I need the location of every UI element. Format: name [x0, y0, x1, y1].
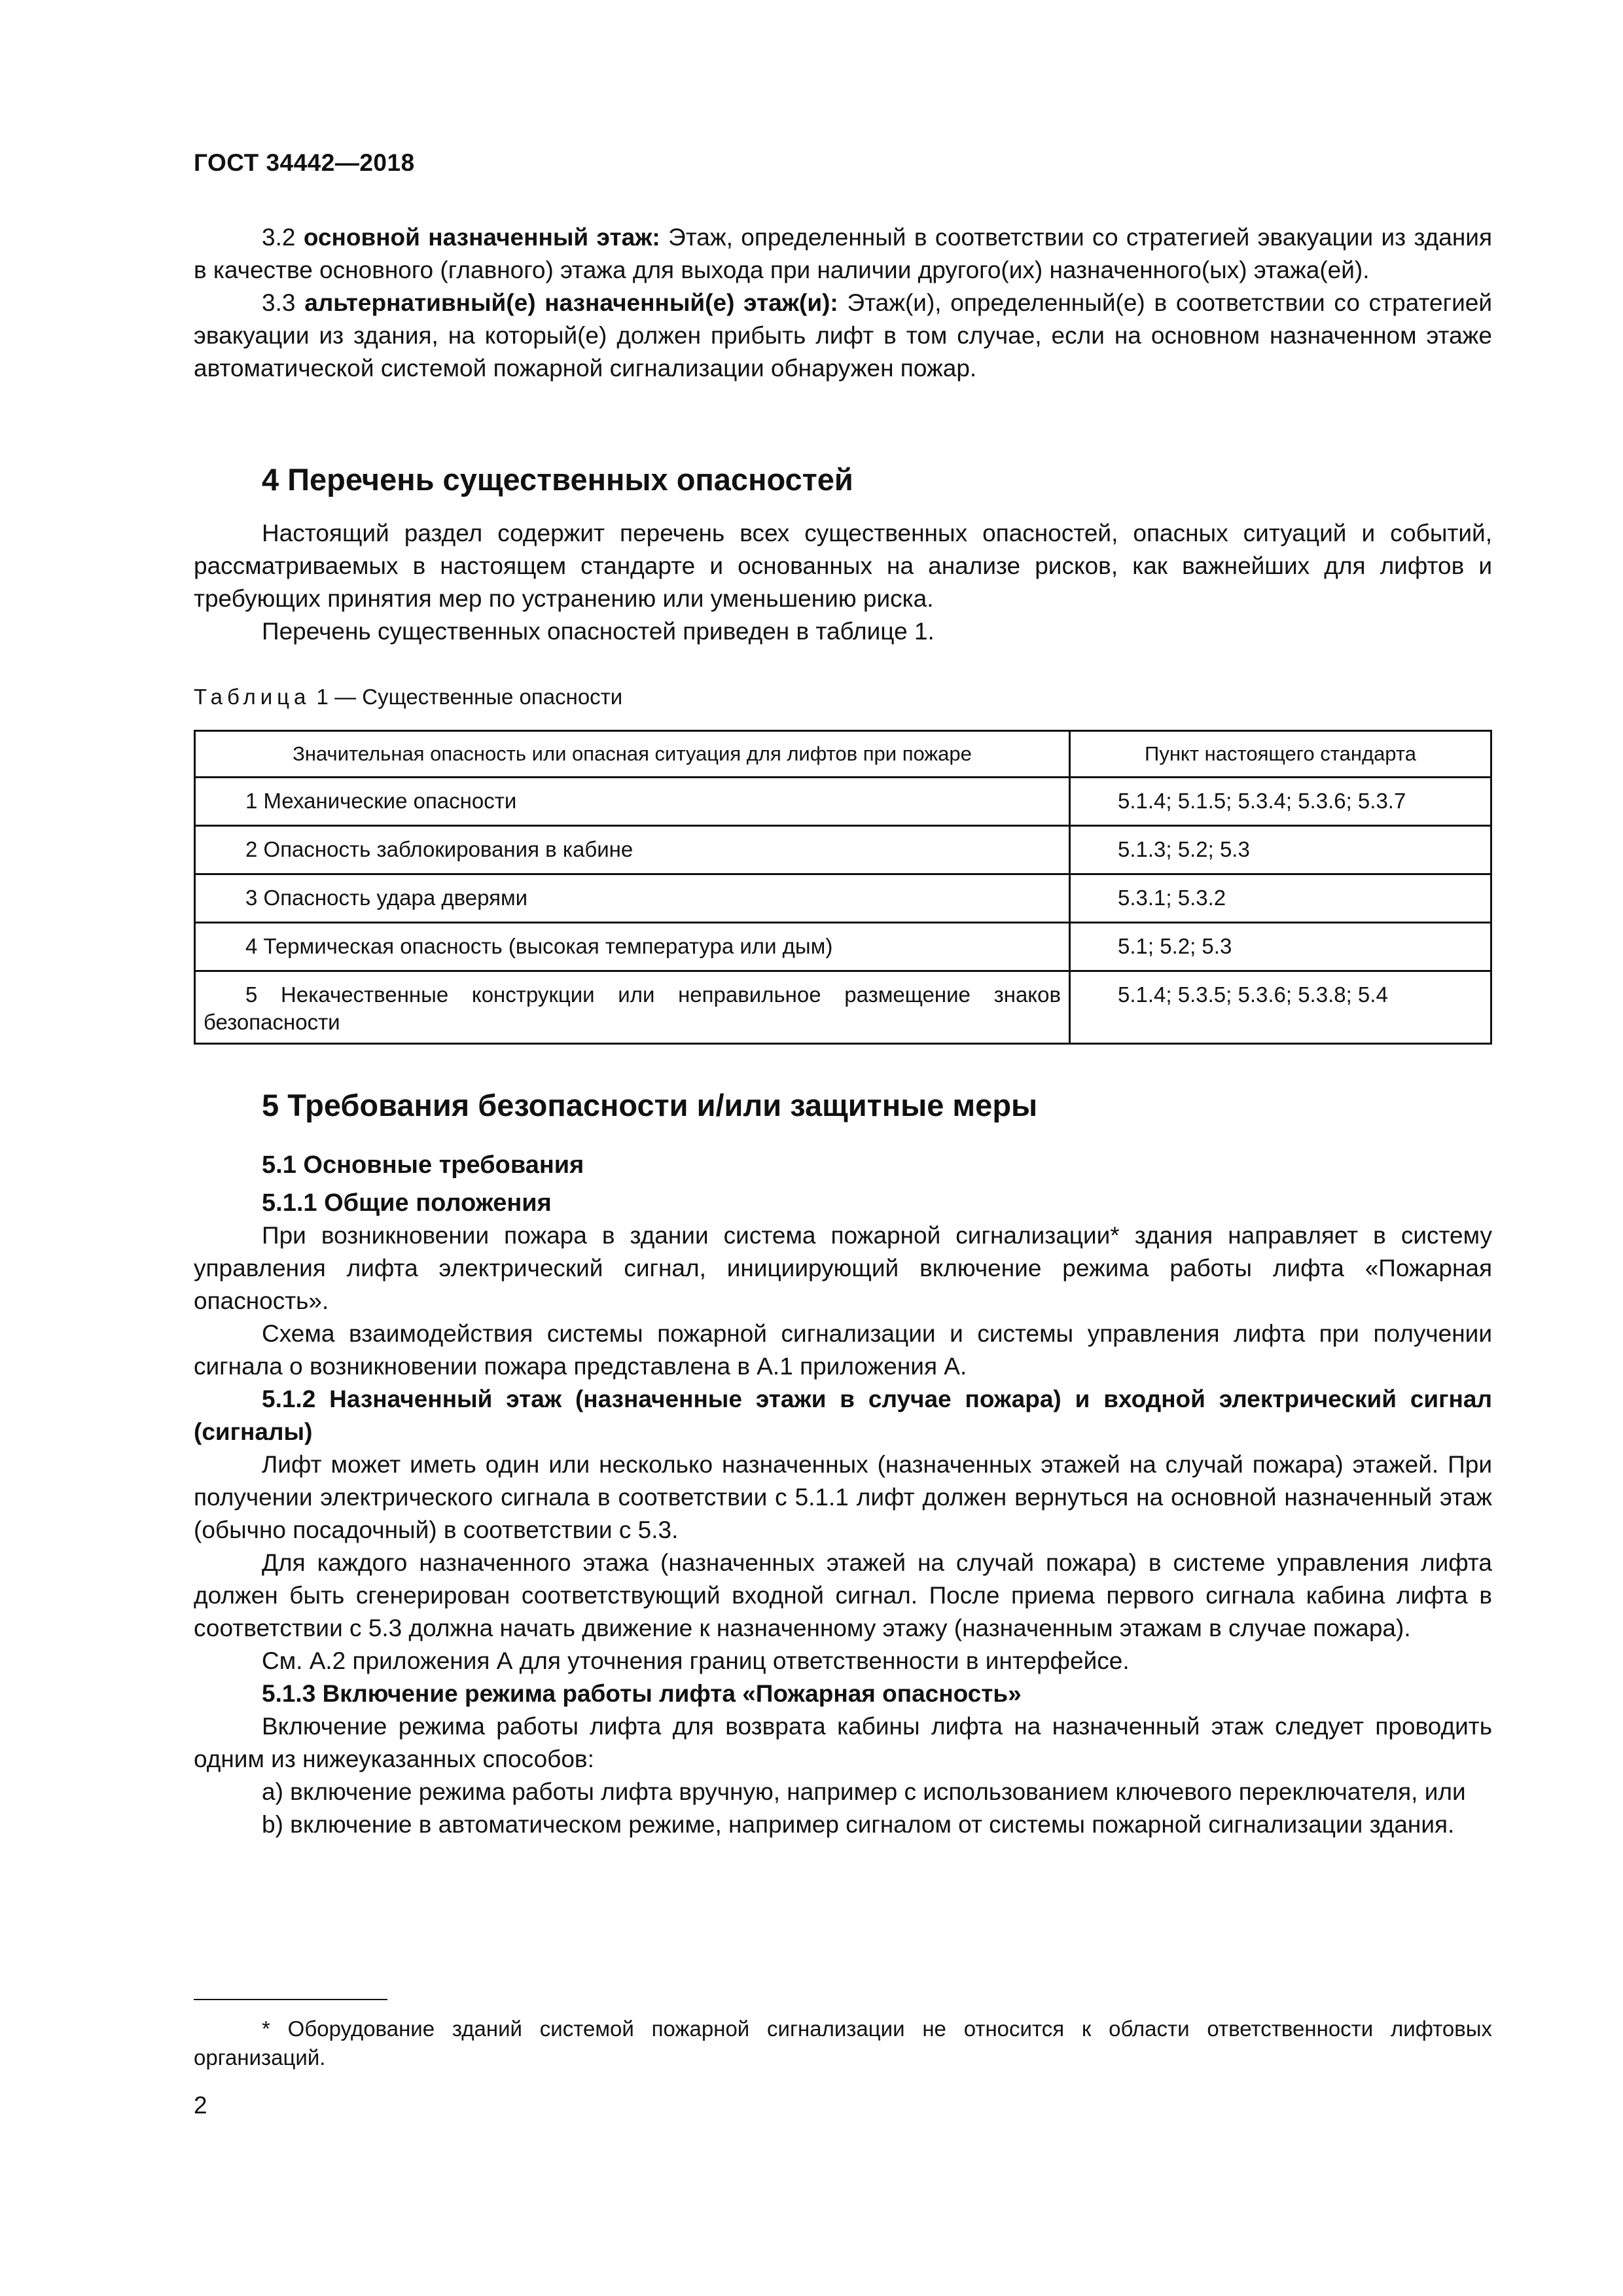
clause-cell: 5.3.1; 5.3.2	[1070, 874, 1491, 923]
section-4-body	[194, 517, 1492, 648]
definitions-block	[194, 221, 1492, 385]
table-row	[195, 778, 1491, 826]
hazard-cell: 4 Термическая опасность (высокая температура или дым)	[195, 923, 1070, 971]
list-item-a: a) включение режима работы лифта вручную, например с использованием ключевого переключателя, или	[262, 1778, 1466, 1805]
subsection-5-1-3-heading: 5.1.3 Включение режима работы лифта «Пожарная опасность»	[262, 1680, 1022, 1707]
footnote-divider	[194, 1999, 387, 2000]
definition-3-3: 3.3 альтернативный(е) назначенный(е) этаж(и): Этаж(и), определенный(е) в соответствии со стратегией эвакуации из здания, на который(е) должен прибыть лифт в том случае, если на основном назначенном этаже автоматической системой пожарной сигнализации обнаружен пожар.	[194, 289, 1492, 382]
table-row	[195, 923, 1491, 971]
hazard-cell: 3 Опасность удара дверями	[195, 874, 1070, 923]
paragraph-5-1-2-c: См. А.2 приложения А для уточнения границ ответственности в интерфейсе.	[262, 1647, 1130, 1674]
table-header-hazard: Значительная опасность или опасная ситуация для лифтов при пожаре	[195, 731, 1070, 778]
section-4-paragraph-1: Настоящий раздел содержит перечень всех существенных опасностей, опасных ситуаций и событий, рассматриваемых в настоящем стандарте и основанных на анализе рисков, как важнейших для лифтов и требующих принятия мер по устранению или уменьшению риска.	[194, 520, 1492, 612]
list-item-b: b) включение в автоматическом режиме, например сигналом от системы пожарной сигнализации здания.	[262, 1811, 1455, 1838]
paragraph-5-1-1-a: При возникновении пожара в здании система пожарной сигнализации* здания направляет в систему управления лифта электрический сигнал, инициирующий включение режима работы лифта «Пожарная опасность».	[194, 1222, 1492, 1314]
section-5-body	[194, 1149, 1492, 1841]
hazards-table	[194, 730, 1492, 1045]
table-row	[195, 874, 1491, 923]
section-4-heading: 4 Перечень существенных опасностей	[262, 462, 853, 497]
clause-cell: 5.1.4; 5.3.5; 5.3.6; 5.3.8; 5.4	[1070, 971, 1491, 1044]
table-row	[195, 971, 1491, 1044]
page-number: 2	[194, 2092, 207, 2119]
hazard-cell: 2 Опасность заблокирования в кабине	[195, 826, 1070, 874]
clause-cell: 5.1.4; 5.1.5; 5.3.4; 5.3.6; 5.3.7	[1070, 778, 1491, 826]
hazard-cell: 5 Некачественные конструкции или неправильное размещение знаков безопасности	[195, 971, 1070, 1044]
paragraph-5-1-3-a: Включение режима работы лифта для возврата кабины лифта на назначенный этаж следует проводить одним из нижеуказанных способов:	[194, 1713, 1492, 1772]
section-5-heading: 5 Требования безопасности и/или защитные меры	[262, 1088, 1038, 1122]
document-page	[194, 0, 1492, 2296]
section-4-paragraph-2: Перечень существенных опасностей приведен в таблице 1.	[262, 618, 935, 645]
definition-3-2: 3.2 основной назначенный этаж: Этаж, определенный в соответствии со стратегией эвакуации из здания в качестве основного (главного) этажа для выхода при наличии другого(их) назначенного(ых) этажа(ей).	[194, 224, 1492, 283]
paragraph-5-1-1-b: Схема взаимодействия системы пожарной сигнализации и системы управления лифта при получении сигнала о возникновении пожара представлена в А.1 приложения А.	[194, 1320, 1492, 1380]
table-1-caption: Таблица 1 — Существенные опасности	[194, 685, 623, 709]
subsection-5-1-2-heading: 5.1.2 Назначенный этаж (назначенные этажи в случае пожара) и входной электрический сигнал (сигналы)	[194, 1386, 1492, 1445]
footnote: * Оборудование зданий системой пожарной сигнализации не относится к области ответственности лифтовых организаций.	[194, 2017, 1492, 2070]
subsection-5-1-heading: 5.1 Основные требования	[262, 1151, 584, 1179]
document-id-header: ГОСТ 34442—2018	[194, 149, 415, 176]
table-row	[195, 826, 1491, 874]
table-header-row	[195, 731, 1491, 778]
term-primary-floor: основной назначенный этаж:	[303, 224, 660, 251]
clause-cell: 5.1; 5.2; 5.3	[1070, 923, 1491, 971]
term-alternative-floor: альтернативный(е) назначенный(е) этаж(и):	[304, 289, 838, 316]
subsection-5-1-1-heading: 5.1.1 Общие положения	[262, 1189, 552, 1217]
paragraph-5-1-2-a: Лифт может иметь один или несколько назначенных (назначенных этажей на случай пожара) этажей. При получении электрического сигнала в соответствии с 5.1.1 лифт должен вернуться на основной назначенный этаж (обычно посадочный) в соответствии с 5.3.	[194, 1451, 1492, 1543]
hazard-cell: 1 Механические опасности	[195, 778, 1070, 826]
clause-cell: 5.1.3; 5.2; 5.3	[1070, 826, 1491, 874]
paragraph-5-1-2-b: Для каждого назначенного этажа (назначенных этажей на случай пожара) в системе управления лифта должен быть сгенерирован соответствующий входной сигнал. После приема первого сигнала кабина лифта в соответствии с 5.3 должна начать движение к назначенному этажу (назначенным этажам в случае пожара).	[194, 1549, 1492, 1641]
table-header-clause: Пункт настоящего стандарта	[1070, 731, 1491, 778]
